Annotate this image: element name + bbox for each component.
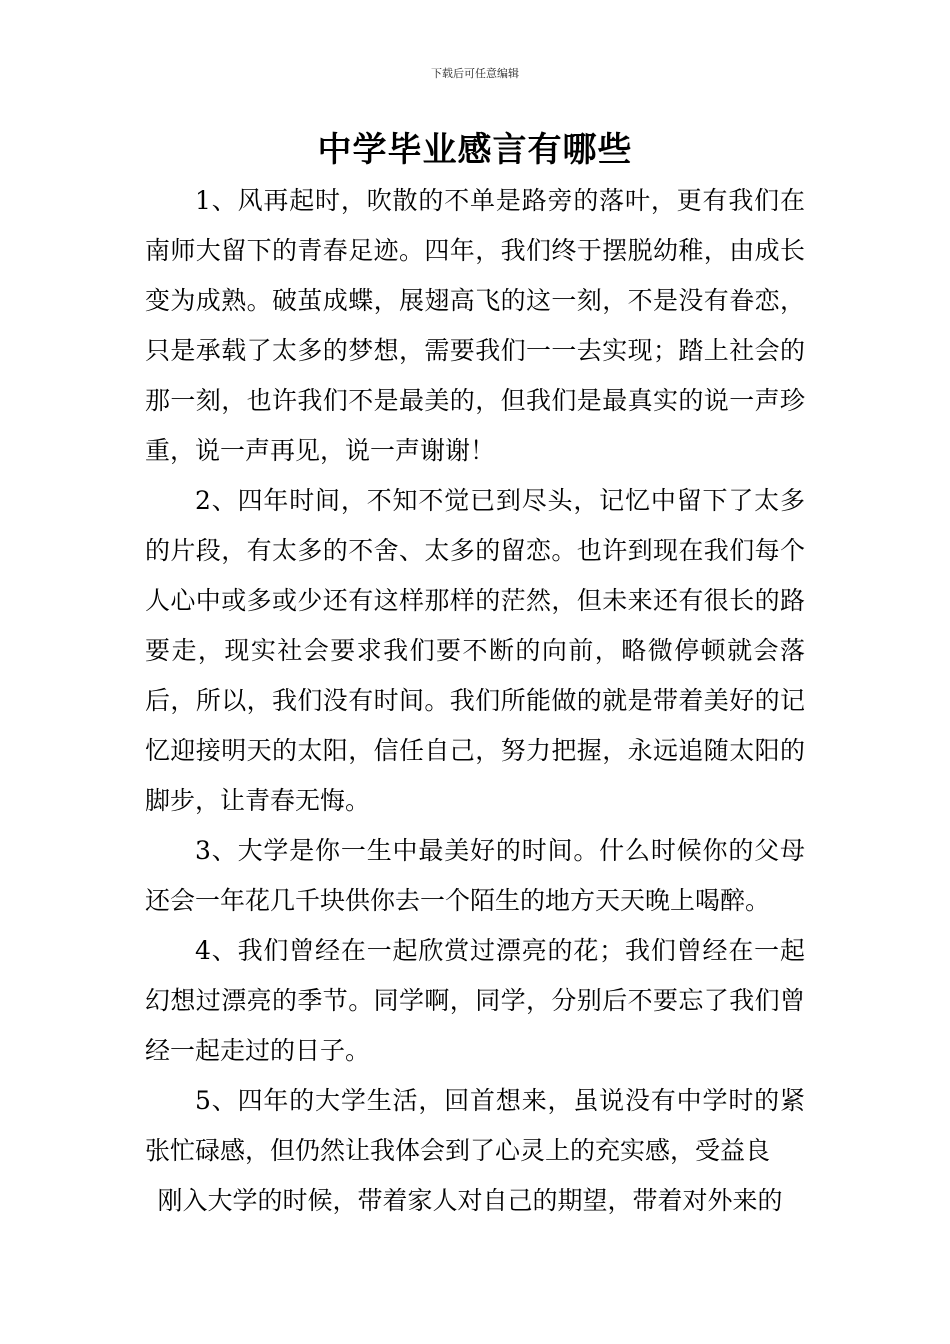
paragraph-5: 5、四年的大学生活，回首想来，虽说没有中学时的紧张忙碌感，但仍然让我体会到了心灵上的充实感，受益良 bbox=[145, 1086, 805, 1165]
document-body bbox=[145, 176, 805, 1226]
page-title: 中学毕业感言有哪些 bbox=[317, 130, 633, 170]
paragraph-1: 1、风再起时，吹散的不单是路旁的落叶，更有我们在南师大留下的青春足迹。四年，我们终于摆脱幼稚，由成长变为成熟。破茧成蝶，展翅高飞的这一刻，不是没有眷恋，只是承载了太多的梦想，需要我们一一去实现；踏上社会的那一刻，也许我们不是最美的，但我们是最真实的说一声珍重，说一声再见，说一声谢谢！ bbox=[145, 186, 805, 465]
paragraph-2: 2、四年时间，不知不觉已到尽头，记忆中留下了太多的片段，有太多的不舍、太多的留恋。也许到现在我们每个人心中或多或少还有这样那样的茫然，但未来还有很长的路要走，现实社会要求我们要不断的向前，略微停顿就会落后，所以，我们没有时间。我们所能做的就是带着美好的记忆迎接明天的太阳，信任自己，努力把握，永远追随太阳的脚步，让青春无悔。 bbox=[145, 486, 805, 815]
paragraph-3: 3、大学是你一生中最美好的时间。什么时候你的父母还会一年花几千块供你去一个陌生的地方天天晚上喝醉。 bbox=[145, 836, 805, 915]
paragraph-4: 4、我们曾经在一起欣赏过漂亮的花；我们曾经在一起幻想过漂亮的季节。同学啊，同学，分别后不要忘了我们曾经一起走过的日子。 bbox=[145, 936, 805, 1065]
header-note: 下载后可任意编辑 bbox=[431, 67, 519, 80]
paragraph-6-fragment: 刚入大学的时候，带着家人对自己的期望，带着对外来的 bbox=[157, 1186, 783, 1215]
